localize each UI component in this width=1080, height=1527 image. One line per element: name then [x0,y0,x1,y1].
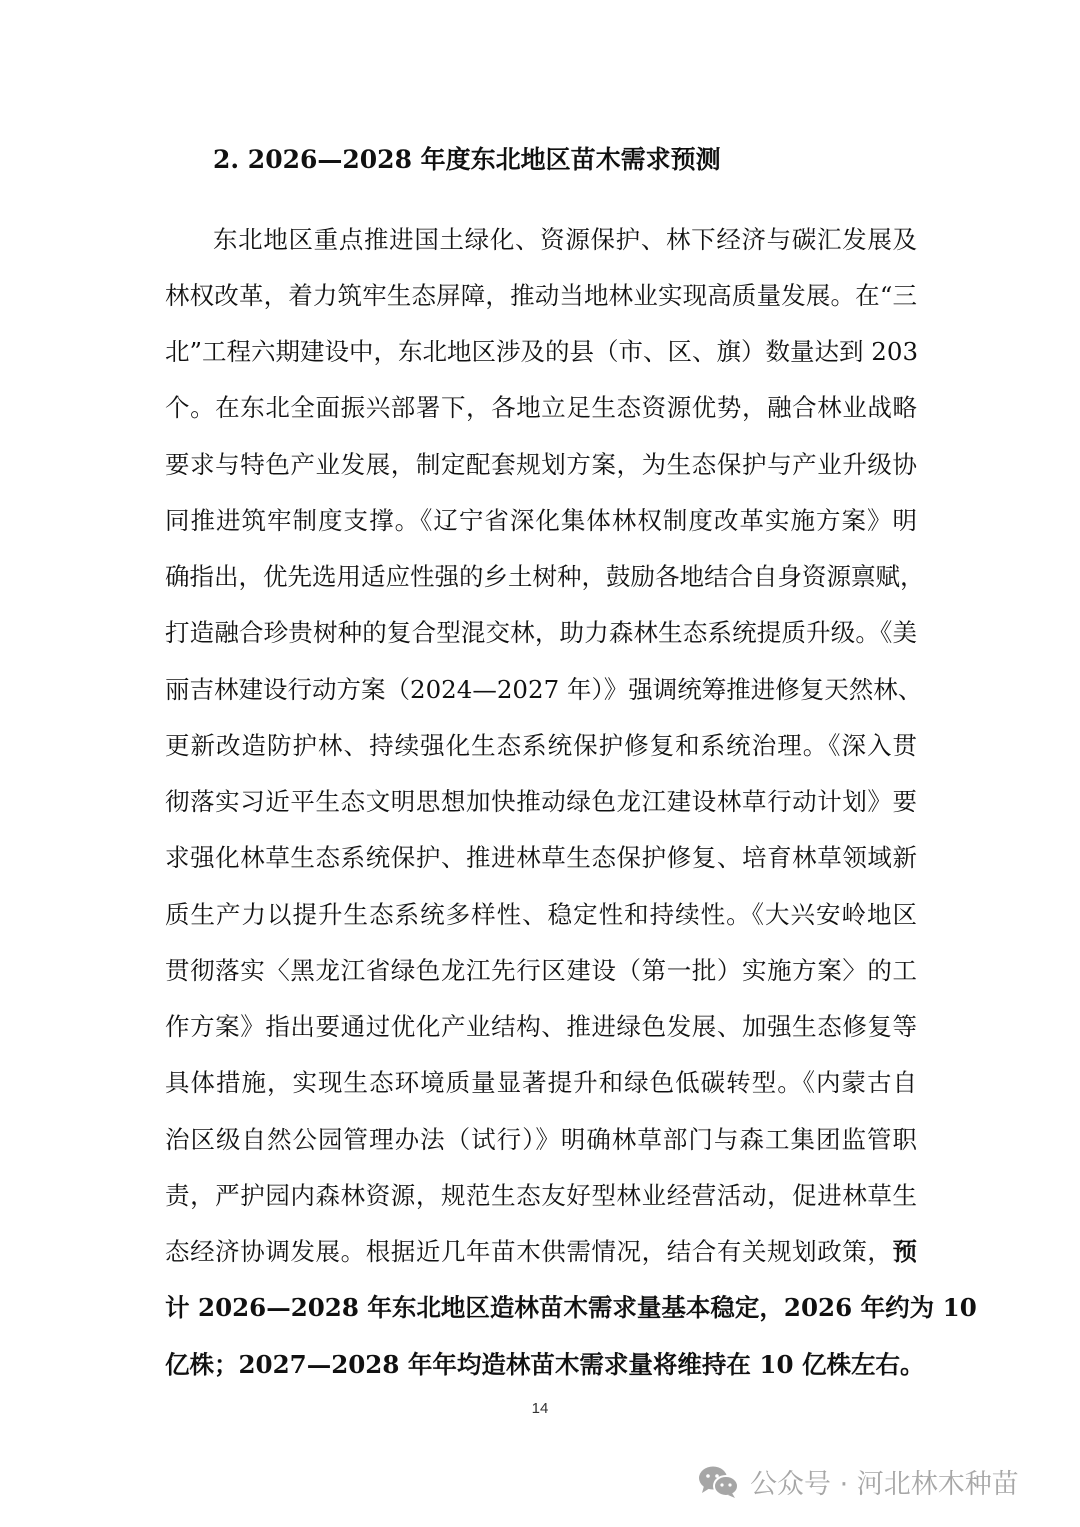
forecast-bold-line: 计 2026—2028 年东北地区造林苗木需求量基本稳定，2026 年约为 10 [165,1293,977,1322]
paragraph-line: 彻落实习近平生态文明思想加快推动绿色龙江建设林草行动计划》要 [165,787,917,816]
paragraph-line: 治区级自然公园管理办法（试行）》明确林草部门与森工集团监管职 [165,1125,917,1154]
paragraph-line: 确指出，优先选用适应性强的乡土树种，鼓励各地结合自身资源禀赋， [165,562,925,591]
paragraph-line: 责，严护园内森林资源，规范生态友好型林业经营活动，促进林草生 [165,1181,917,1210]
paragraph-line: 贯彻落实〈黑龙江省绿色龙江先行区建设（第一批）实施方案〉的工 [165,956,917,985]
wechat-icon [698,1465,740,1499]
paragraph-line: 同推进筑牢制度支撑。《辽宁省深化集体林权制度改革实施方案》明 [165,506,917,535]
paragraph-line: 林权改革，着力筑牢生态屏障，推动当地林业实现高质量发展。在“三 [165,281,917,310]
paragraph-text: 态经济协调发展。根据近几年苗木供需情况，结合有关规划政策， [165,1237,893,1266]
paragraph-line: 东北地区重点推进国土绿化、资源保护、林下经济与碳汇发展及 [213,225,917,254]
paragraph-line: 丽吉林建设行动方案（2024—2027 年）》强调统筹推进修复天然林、 [165,675,923,704]
paragraph-line: 北”工程六期建设中，东北地区涉及的县（市、区、旗）数量达到 203 [165,337,919,366]
paragraph-line: 作方案》指出要通过优化产业结构、推进绿色发展、加强生态修复等 [165,1012,917,1041]
watermark [698,1462,1019,1501]
watermark-label: 公众号 · 河北林木种苗 [750,1469,1019,1500]
paragraph-line [165,1235,917,1269]
paragraph-line: 个。在东北全面振兴部署下，各地立足生态资源优势，融合林业战略 [165,393,917,422]
paragraph-line: 求强化林草生态系统保护、推进林草生态保护修复、培育林草领域新 [165,843,917,872]
paragraph-line: 更新改造防护林、持续强化生态系统保护修复和系统治理。《深入贯 [165,731,917,760]
forecast-bold-line: 亿株；2027—2028 年年均造林苗木需求量将维持在 10 亿株左右。 [165,1350,925,1379]
section-heading: 2. 2026—2028 年度东北地区苗木需求预测 [213,145,721,174]
paragraph-line: 打造融合珍贵树种的复合型混交林，助力森林生态系统提质升级。《美 [165,618,917,647]
page-number: 14 [531,1400,549,1417]
paragraph-line: 要求与特色产业发展，制定配套规划方案，为生态保护与产业升级协 [165,450,917,479]
forecast-bold-text: 预 [892,1237,917,1266]
paragraph-line: 具体措施，实现生态环境质量显著提升和绿色低碳转型。《内蒙古自 [165,1068,917,1097]
paragraph-line: 质生产力以提升生态系统多样性、稳定性和持续性。《大兴安岭地区 [165,900,917,929]
